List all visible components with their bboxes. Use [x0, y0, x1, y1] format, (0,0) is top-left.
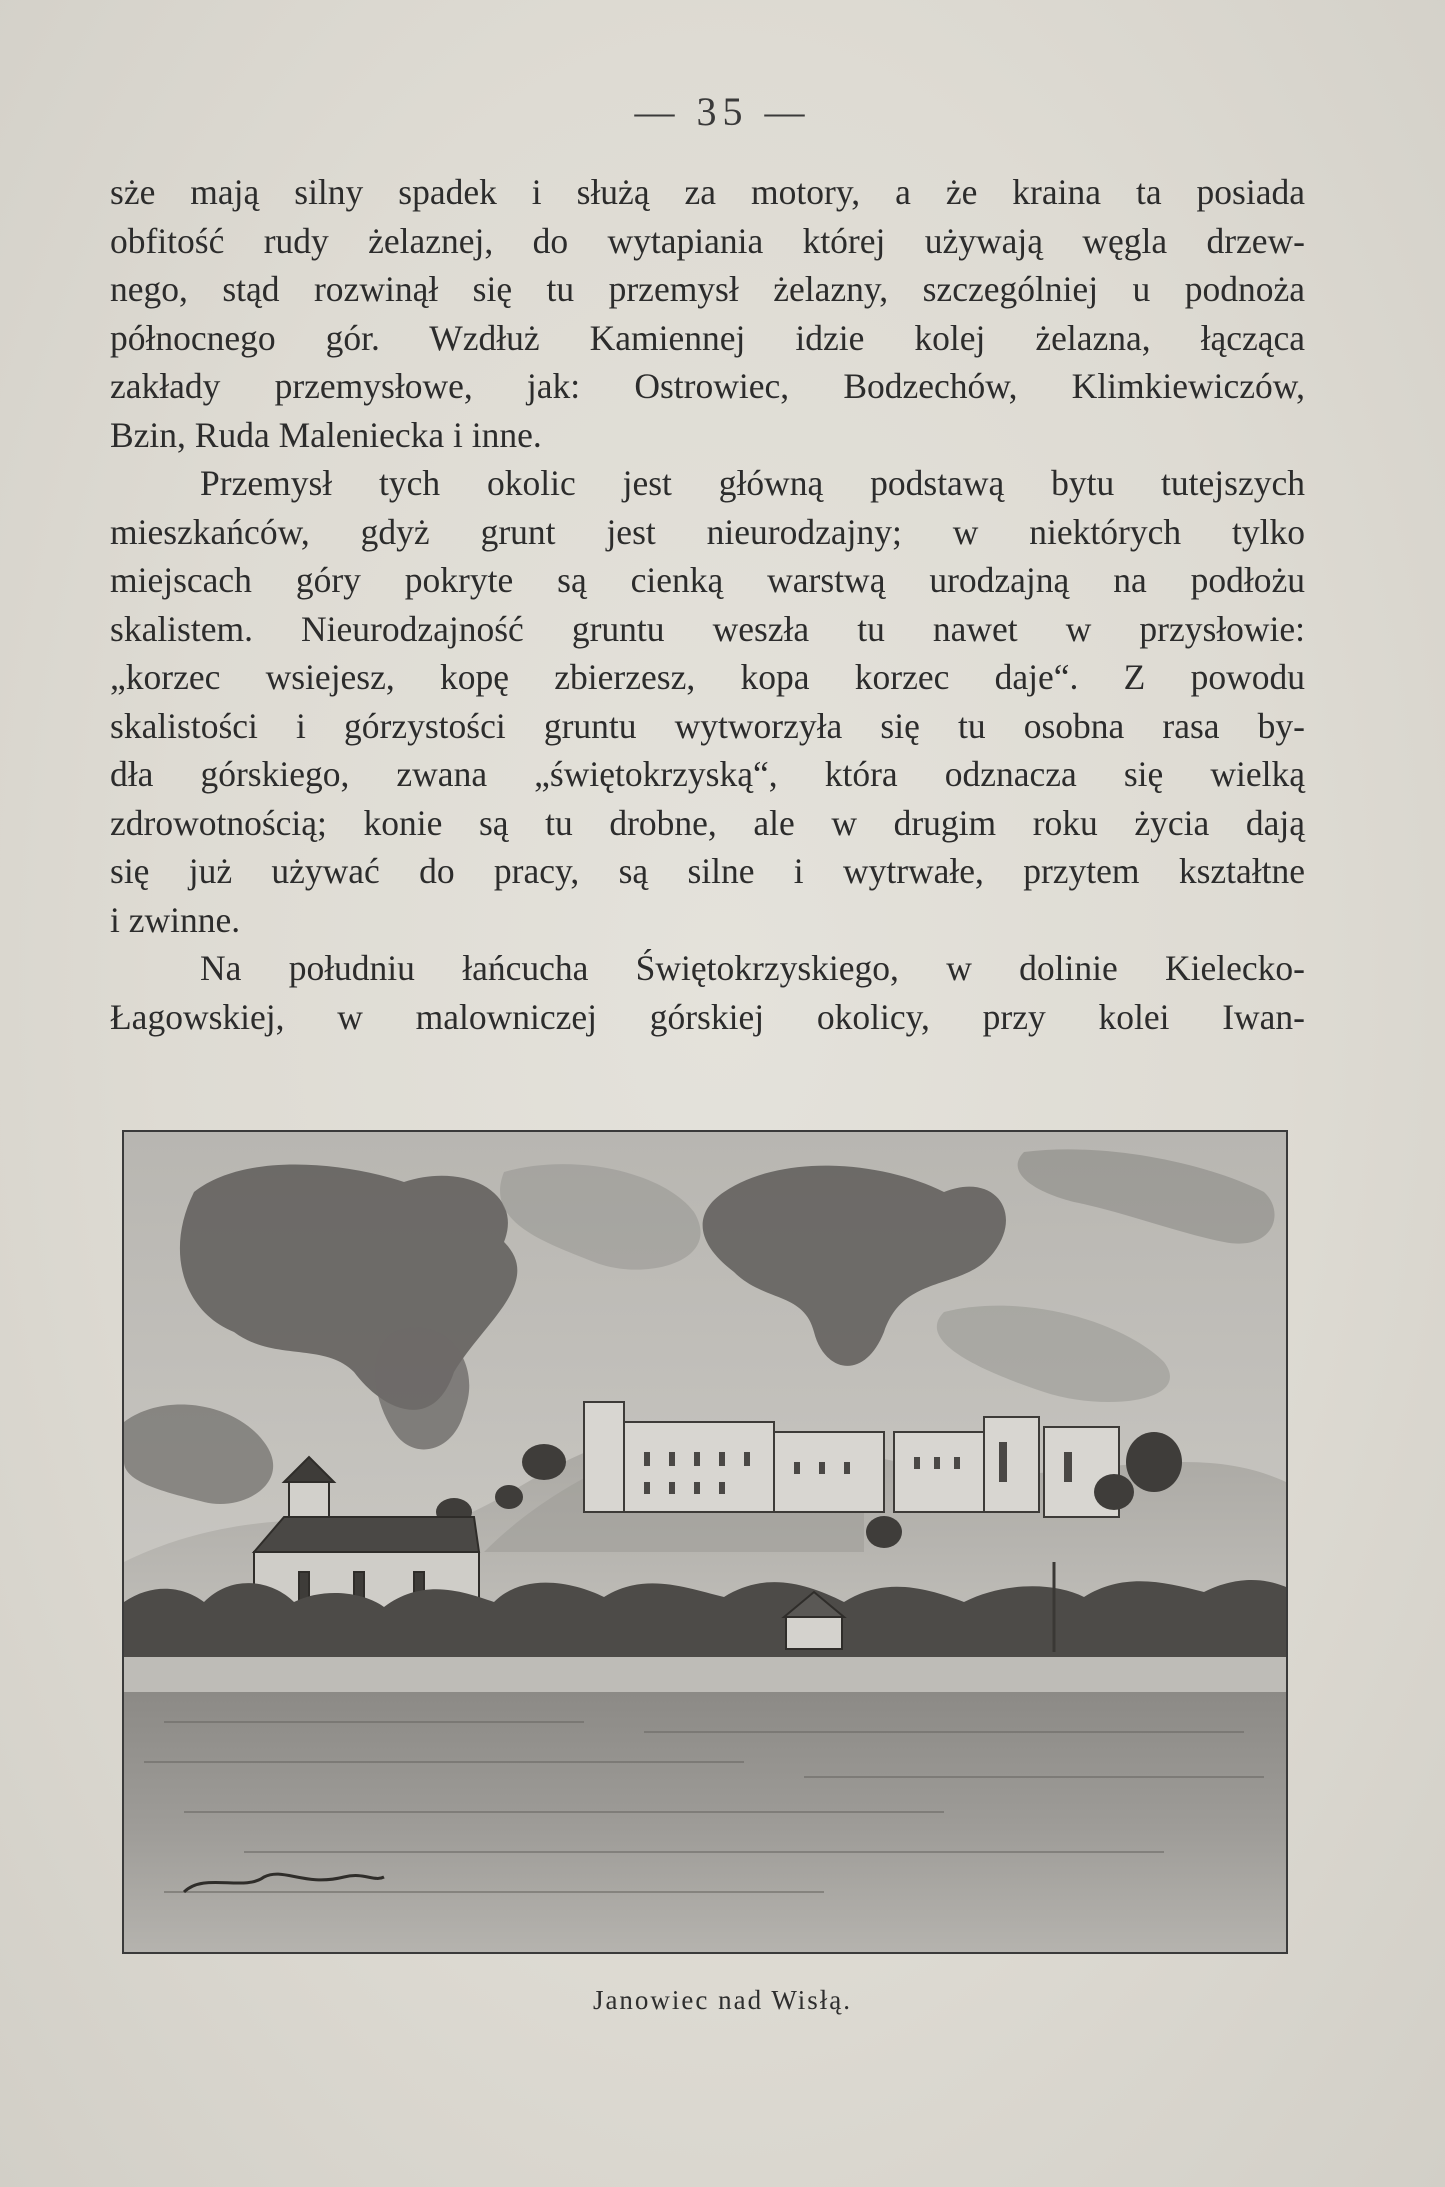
text-line: skalistem. Nieurodzajność gruntu weszła tu nawet w przysłowie:	[110, 608, 1305, 649]
text-line: dła górskiego, zwana „świętokrzyską“, która odznacza się wielką	[110, 754, 1305, 794]
page-number: — 35 —	[634, 89, 811, 134]
text-line: i zwinne.	[110, 899, 241, 940]
text-line: się już używać do pracy, są silne i wytrwałe, przytem kształtne	[110, 851, 1305, 891]
illustration-caption: Janowiec nad Wisłą.	[592, 1985, 853, 2015]
landscape-engraving	[124, 1132, 1286, 1952]
body-text	[110, 168, 1305, 1041]
text-line: mieszkańców, gdyż grunt jest nieurodzajny; w niektórych tylko	[110, 511, 1305, 552]
text-line: obfitość rudy żelaznej, do wytapiania której używają węgla drzew-	[110, 220, 1305, 261]
text-line: Przemysł tych okolic jest główną podstawą bytu tutejszych	[200, 463, 1305, 503]
text-line: zdrowotnością; konie są tu drobne, ale w drugim roku życia dają	[110, 802, 1305, 843]
text-line: sże mają silny spadek i służą za motory, a że kraina ta posiada	[110, 172, 1305, 212]
text-line: nego, stąd rozwinął się tu przemysł żelazny, szczególniej u podnoża	[110, 269, 1305, 309]
text-line: Łagowskiej, w malowniczej górskiej okolicy, przy kolei Iwan-	[110, 996, 1305, 1037]
illustration-janowiec	[122, 1130, 1288, 1954]
text-line: skalistości i górzystości gruntu wytworzyła się tu osobna rasa by-	[110, 705, 1305, 746]
text-line: Bzin, Ruda Maleniecka i inne.	[110, 414, 542, 455]
text-line: Na południu łańcucha Świętokrzyskiego, w dolinie Kielecko-	[200, 948, 1305, 988]
text-line: „korzec wsiejesz, kopę zbierzesz, kopa korzec daje“. Z powodu	[110, 657, 1305, 697]
text-line: miejscach góry pokryte są cienką warstwą urodzajną na podłożu	[110, 560, 1305, 600]
riverbank	[124, 1657, 1286, 1692]
text-line: północnego gór. Wzdłuż Kamiennej idzie kolej żelazna, łącząca	[110, 317, 1305, 358]
text-line: zakłady przemysłowe, jak: Ostrowiec, Bodzechów, Klimkiewiczów,	[110, 366, 1305, 406]
